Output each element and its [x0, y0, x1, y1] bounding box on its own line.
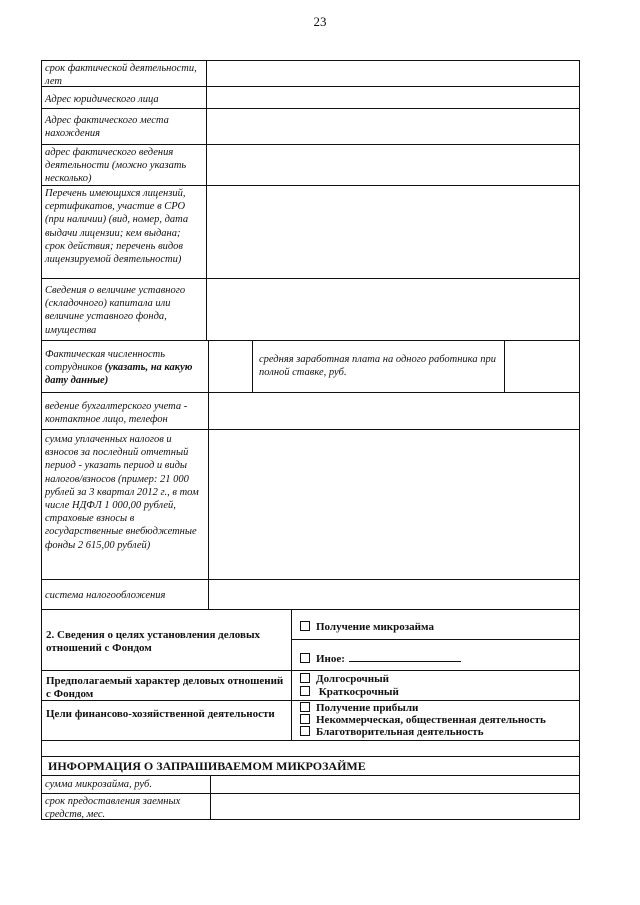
checkbox-short-term-label: Краткосрочный: [318, 686, 399, 698]
checkbox-other-label: Иное:: [316, 653, 345, 665]
checkbox-profit[interactable]: [300, 702, 418, 714]
label-loan-amount: сумма микрозайма, руб.: [41, 775, 211, 794]
label-headcount-text: Фактическая численность сотрудников: [45, 349, 166, 374]
checkbox-icon: [300, 686, 310, 696]
checkbox-icon: [300, 702, 310, 712]
label-headcount: [41, 340, 209, 393]
checkbox-short-term[interactable]: [300, 686, 399, 698]
loan-info-heading: ИНФОРМАЦИЯ О ЗАПРАШИВАЕМОМ МИКРОЗАЙМЕ: [41, 756, 580, 776]
checkbox-microloan-label: Получение микрозайма: [316, 621, 434, 633]
spacer-row: [41, 740, 580, 757]
checkbox-icon: [300, 673, 310, 683]
label-avg-salary: средняя заработная плата на одного работника при полной ставке, руб.: [252, 340, 505, 393]
value-loan-term[interactable]: [210, 793, 580, 820]
checkbox-icon: [300, 726, 310, 736]
checkbox-charity[interactable]: [300, 726, 484, 738]
checkbox-icon: [300, 621, 310, 631]
option-cell-microloan: [291, 609, 580, 640]
other-input-line[interactable]: [349, 652, 461, 662]
value-capital[interactable]: [206, 278, 580, 341]
value-tax-system[interactable]: [208, 579, 580, 610]
value-legal-address[interactable]: [206, 86, 580, 109]
label-headcount-date-note: (указать, на какую дату данные): [45, 362, 193, 387]
page-number: 23: [313, 14, 327, 29]
label-loan-term: срок предоставления заемных средств, мес.: [41, 793, 211, 820]
value-loan-amount[interactable]: [210, 775, 580, 794]
checkbox-nonprofit-label: Некоммерческая, общественная деятельность: [316, 714, 546, 726]
label-licenses: Перечень имеющихся лицензий, сертификатов, участие в СРО (при наличии) (вид, номер, дата выдачи лицензии; кем выдана; срок действия; перечень видов лицензируемой деятельности): [41, 185, 207, 279]
label-actual-location: Адрес фактического места нахождения: [41, 108, 207, 145]
value-headcount[interactable]: [208, 340, 253, 393]
value-taxes-paid[interactable]: [208, 429, 580, 580]
section2-title: 2. Сведения о целях установления деловых отношений с Фондом: [41, 609, 292, 671]
option-cell-other: [291, 639, 580, 671]
checkbox-icon: [300, 714, 310, 724]
checkbox-charity-label: Благотворительная деятельность: [316, 726, 484, 738]
value-licenses[interactable]: [206, 185, 580, 279]
value-accounting-contact[interactable]: [208, 392, 580, 430]
label-accounting-contact: ведение бухгалтерского учета - контактное лицо, телефон: [41, 392, 209, 430]
options-relations-character: [291, 670, 580, 701]
checkbox-profit-label: Получение прибыли: [316, 702, 419, 714]
checkbox-long-term-label: Долгосрочный: [316, 673, 389, 685]
checkbox-icon: [300, 653, 310, 663]
value-avg-salary[interactable]: [504, 340, 580, 393]
label-activity-goals: Цели финансово-хозяйственной деятельности: [41, 700, 292, 741]
label-capital: Сведения о величине уставного (складочного) капитала или величине уставного фонда, имущества: [41, 278, 207, 341]
label-activity-term: срок фактической деятельности, лет: [41, 60, 207, 87]
label-legal-address: Адрес юридического лица: [41, 86, 207, 109]
label-tax-system: система налогообложения: [41, 579, 209, 610]
checkbox-other[interactable]: [300, 652, 461, 665]
checkbox-long-term[interactable]: [300, 673, 389, 685]
value-actual-location[interactable]: [206, 108, 580, 145]
label-relations-character: Предполагаемый характер деловых отношений с Фондом: [41, 670, 292, 701]
value-activity-address[interactable]: [206, 144, 580, 186]
value-activity-term[interactable]: [206, 60, 580, 87]
label-activity-address: адрес фактического ведения деятельности (можно указать несколько): [41, 144, 207, 186]
options-activity-goals: [291, 700, 580, 741]
label-taxes-paid: сумма уплаченных налогов и взносов за последний отчетный период - указать период и виды налогов/взносов (пример: 21 000 рублей за 3 квартал 2012 г., в том числе НДФЛ 1 000,00 рублей, страховые взносы в государственные внебюджетные фонды 2 615,00 рублей): [41, 429, 209, 580]
checkbox-microloan[interactable]: [300, 621, 434, 633]
checkbox-nonprofit[interactable]: [300, 714, 546, 726]
